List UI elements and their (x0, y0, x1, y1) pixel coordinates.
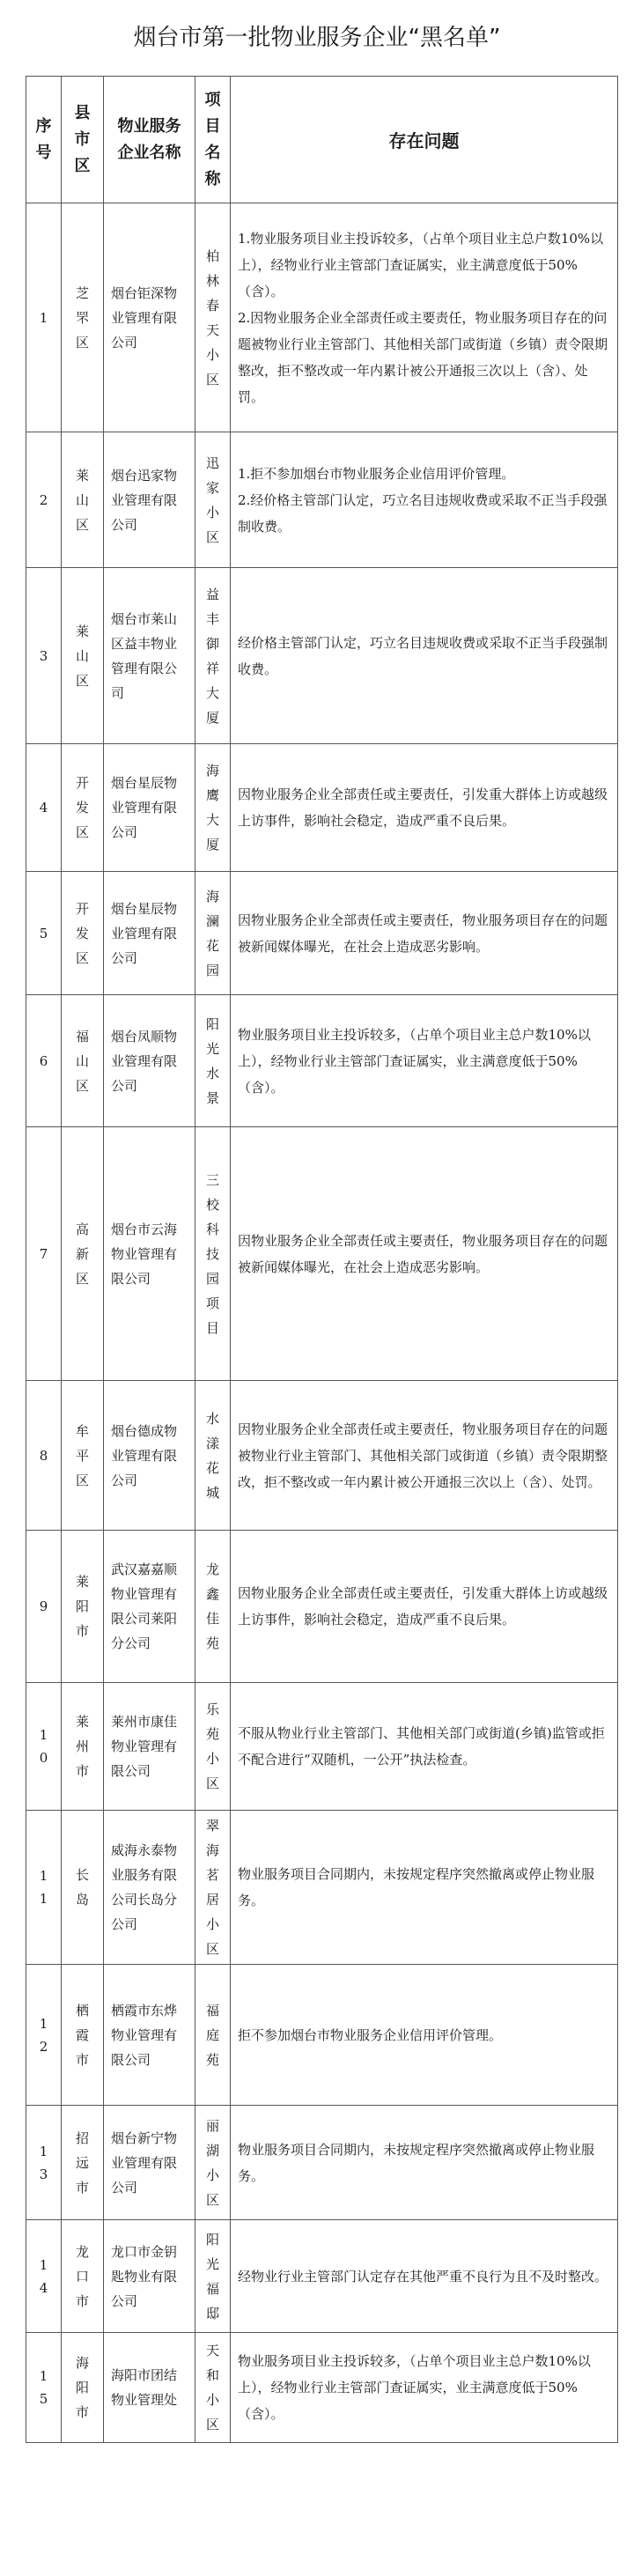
row-seq: 4 (26, 744, 62, 872)
table-row (26, 995, 618, 1127)
row-seq: 11 (26, 1811, 62, 1965)
row-company: 烟台星辰物业管理有限公司 (104, 744, 195, 872)
row-seq: 8 (26, 1381, 62, 1531)
row-seq: 6 (26, 995, 62, 1127)
row-seq: 15 (26, 2333, 62, 2443)
row-company: 莱州市康佳物业管理有限公司 (104, 1683, 195, 1811)
row-county: 长岛 (62, 1811, 104, 1965)
table-row (26, 2333, 618, 2443)
table-row (26, 1127, 618, 1381)
issue-text: 2.因物业服务企业全部责任或主要责任，物业服务项目存在的问题被物业行业主管部门、其他相关部门或街道（乡镇）责令限期整改，拒不整改或一年内累计被公开通报三次以上（含）、处罚。 (238, 309, 608, 405)
row-company: 栖霞市东烨物业管理有限公司 (104, 1965, 195, 2106)
issue-text: 物业服务项目合同期内，未按规定程序突然撤离或停止物业服务。 (238, 2141, 595, 2184)
table-row (26, 744, 618, 872)
row-company: 烟台迅家物业管理有限公司 (104, 432, 195, 568)
row-county: 海阳市 (62, 2333, 104, 2443)
page-title: 烟台市第一批物业服务企业“黑名单” (133, 25, 501, 51)
row-county: 福山区 (62, 995, 104, 1127)
row-issue (231, 744, 618, 872)
row-county: 莱山区 (62, 568, 104, 744)
row-project: 阳光水景 (195, 995, 231, 1127)
row-project: 丽湖小区 (195, 2106, 231, 2220)
issue-text: 因物业服务企业全部责任或主要责任，物业服务项目存在的问题被物业行业主管部门、其他相关部门或街道（乡镇）责令限期整改，拒不整改或一年内累计被公开通报三次以上（含）、处罚。 (238, 1421, 608, 1490)
row-county: 栖霞市 (62, 1965, 104, 2106)
issue-text: 拒不参加烟台市物业服务企业信用评价管理。 (238, 2026, 503, 2043)
row-issue (231, 2333, 618, 2443)
row-seq: 2 (26, 432, 62, 568)
row-company: 烟台德成物业管理有限公司 (104, 1381, 195, 1531)
row-issue (231, 203, 618, 432)
issue-text: 1.物业服务项目业主投诉较多，（占单个项目业主总户数10%以上），经物业行业主管部门查证属实，业主满意度低于50%（含）。 (238, 230, 604, 299)
header-row (26, 77, 618, 203)
issue-text: 因物业服务企业全部责任或主要责任，物业服务项目存在的问题被新闻媒体曝光，在社会上造成恶劣影响。 (238, 1232, 608, 1275)
row-county: 招远市 (62, 2106, 104, 2220)
row-project: 迅家小区 (195, 432, 231, 568)
row-project: 海澜花园 (195, 872, 231, 995)
row-county: 莱阳市 (62, 1531, 104, 1683)
row-company: 威海永泰物业服务有限公司长岛分公司 (104, 1811, 195, 1965)
row-county: 高新区 (62, 1127, 104, 1381)
row-seq: 1 (26, 203, 62, 432)
issue-text: 物业服务项目业主投诉较多，（占单个项目业主总户数10%以上），经物业行业主管部门查证属实，业主满意度低于50%（含）。 (238, 2353, 591, 2422)
row-project: 天和小区 (195, 2333, 231, 2443)
row-issue (231, 568, 618, 744)
row-company: 烟台钜深物业管理有限公司 (104, 203, 195, 432)
row-company: 海阳市团结物业管理处 (104, 2333, 195, 2443)
row-county: 龙口市 (62, 2220, 104, 2333)
table-row (26, 1965, 618, 2106)
row-seq: 9 (26, 1531, 62, 1683)
row-company: 烟台新宁物业管理有限公司 (104, 2106, 195, 2220)
row-county: 开发区 (62, 744, 104, 872)
row-issue (231, 1127, 618, 1381)
table-row (26, 872, 618, 995)
header-county: 县市区 (62, 77, 104, 203)
row-project: 益丰御祥大厦 (195, 568, 231, 744)
issue-text: 不服从物业行业主管部门、其他相关部门或街道(乡镇)监管或拒不配合进行“双随机，一公开”执法检查。 (238, 1725, 605, 1768)
row-seq: 3 (26, 568, 62, 744)
row-issue (231, 2220, 618, 2333)
table-row (26, 1811, 618, 1965)
blacklist-table (26, 76, 618, 2443)
row-seq: 12 (26, 1965, 62, 2106)
row-issue (231, 1965, 618, 2106)
row-seq: 10 (26, 1683, 62, 1811)
table-row (26, 2106, 618, 2220)
table-row (26, 1683, 618, 1811)
issue-text: 1.拒不参加烟台市物业服务企业信用评价管理。 (238, 465, 515, 482)
row-county: 莱州市 (62, 1683, 104, 1811)
row-issue (231, 872, 618, 995)
row-issue (231, 1811, 618, 1965)
issue-text: 物业服务项目业主投诉较多，（占单个项目业主总户数10%以上），经物业行业主管部门查证属实，业主满意度低于50%（含）。 (238, 1026, 591, 1096)
row-project: 水漾花城 (195, 1381, 231, 1531)
row-project: 翠海茗居小区 (195, 1811, 231, 1965)
row-company: 烟台市云海物业管理有限公司 (104, 1127, 195, 1381)
row-seq: 7 (26, 1127, 62, 1381)
row-project: 乐苑小区 (195, 1683, 231, 1811)
table-row (26, 568, 618, 744)
table-row (26, 432, 618, 568)
row-project: 柏林春天小区 (195, 203, 231, 432)
row-project: 海鹰大厦 (195, 744, 231, 872)
table-row (26, 203, 618, 432)
table-row (26, 2220, 618, 2333)
issue-text: 因物业服务企业全部责任或主要责任，物业服务项目存在的问题被新闻媒体曝光，在社会上造成恶劣影响。 (238, 912, 608, 955)
header-issue: 存在问题 (231, 77, 618, 203)
row-company: 烟台市莱山区益丰物业管理有限公司 (104, 568, 195, 744)
row-issue (231, 995, 618, 1127)
row-issue (231, 1683, 618, 1811)
row-issue (231, 2106, 618, 2220)
issue-text: 2.经价格主管部门认定，巧立名目违规收费或采取不正当手段强制收费。 (238, 491, 608, 535)
row-county: 芝罘区 (62, 203, 104, 432)
row-county: 牟平区 (62, 1381, 104, 1531)
header-company: 物业服务企业名称 (104, 77, 195, 203)
table-row (26, 1381, 618, 1531)
issue-text: 因物业服务企业全部责任或主要责任，引发重大群体上访或越级上访事件，影响社会稳定，造成严重不良后果。 (238, 1585, 608, 1628)
row-seq: 5 (26, 872, 62, 995)
issue-text: 因物业服务企业全部责任或主要责任，引发重大群体上访或越级上访事件，影响社会稳定，造成严重不良后果。 (238, 786, 608, 829)
row-issue (231, 432, 618, 568)
row-project: 阳光福邸 (195, 2220, 231, 2333)
row-company: 武汉嘉嘉顺物业管理有限公司莱阳分公司 (104, 1531, 195, 1683)
issue-text: 物业服务项目合同期内，未按规定程序突然撤离或停止物业服务。 (238, 1866, 595, 1908)
issue-text: 经价格主管部门认定，巧立名目违规收费或采取不正当手段强制收费。 (238, 634, 608, 677)
row-issue (231, 1381, 618, 1531)
row-county: 莱山区 (62, 432, 104, 568)
header-project: 项目名称 (195, 77, 231, 203)
row-company: 烟台星辰物业管理有限公司 (104, 872, 195, 995)
row-issue (231, 1531, 618, 1683)
row-seq: 13 (26, 2106, 62, 2220)
row-project: 三校科技园项目 (195, 1127, 231, 1381)
row-project: 福庭苑 (195, 1965, 231, 2106)
row-company: 龙口市金钥匙物业有限公司 (104, 2220, 195, 2333)
table-row (26, 1531, 618, 1683)
row-county: 开发区 (62, 872, 104, 995)
header-seq: 序号 (26, 77, 62, 203)
row-project: 龙鑫佳苑 (195, 1531, 231, 1683)
issue-text: 经物业行业主管部门认定存在其他严重不良行为且不及时整改。 (238, 2268, 608, 2284)
row-seq: 14 (26, 2220, 62, 2333)
row-company: 烟台凤顺物业管理有限公司 (104, 995, 195, 1127)
